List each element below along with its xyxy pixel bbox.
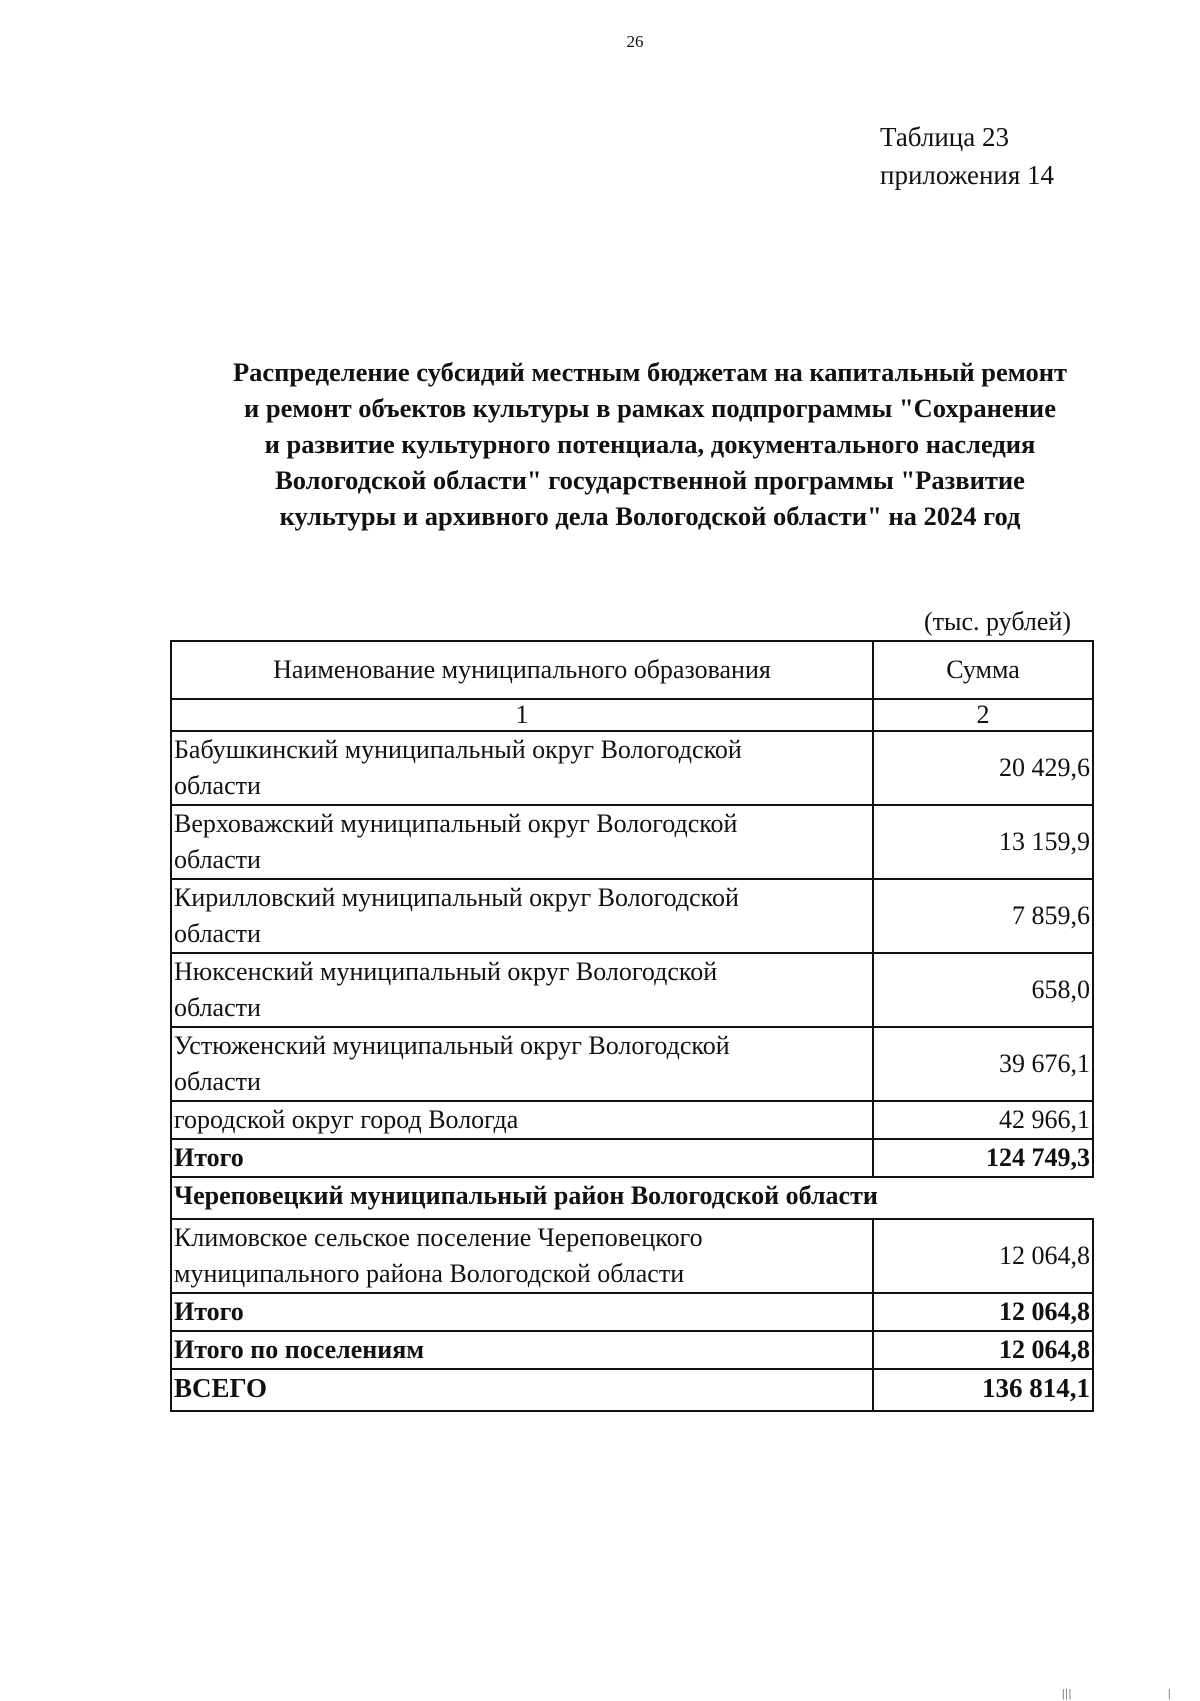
settlements-total-label: Итого по поселениям — [171, 1331, 873, 1369]
municipality-name: городской округ город Вологда — [171, 1101, 873, 1139]
table-row — [171, 1219, 1093, 1293]
table-row — [171, 879, 1093, 953]
settlement-name — [171, 1219, 873, 1293]
title-line-2: и ремонт объектов культуры в рамках подпрограммы "Сохранение — [244, 393, 1056, 423]
table-reference — [880, 118, 1054, 194]
municipality-name — [171, 879, 873, 953]
subtotal-row — [171, 1293, 1093, 1331]
column-number-row — [171, 699, 1093, 731]
column-number-2: 2 — [873, 699, 1093, 731]
amount: 39 676,1 — [873, 1027, 1093, 1101]
table-row — [171, 805, 1093, 879]
title-line-4: Вологодской области" государственной программы "Развитие — [275, 465, 1025, 495]
table-reference-line1: Таблица 23 — [880, 122, 1009, 152]
table-row — [171, 731, 1093, 805]
grand-total-label: ВСЕГО — [171, 1369, 873, 1411]
scan-marks: ||| — [1062, 1686, 1073, 1700]
settlements-total-value: 12 064,8 — [873, 1331, 1093, 1369]
amount: 13 159,9 — [873, 805, 1093, 879]
municipality-name-line2: области — [174, 845, 261, 874]
table-row — [171, 953, 1093, 1027]
grand-total-row — [171, 1369, 1093, 1411]
grand-total-value: 136 814,1 — [873, 1369, 1093, 1411]
settlement-name-line1: Климовское сельское поселение Череповецкого — [174, 1223, 703, 1252]
table-header-row — [171, 641, 1093, 699]
municipality-name-line1: Устюженский муниципальный округ Вологодской — [174, 1031, 730, 1060]
table-row — [171, 1027, 1093, 1101]
column-number-1: 1 — [171, 699, 873, 731]
municipality-name-line1: Кирилловский муниципальный округ Вологодской — [174, 883, 739, 912]
title-line-3: и развитие культурного потенциала, документального наследия — [264, 429, 1036, 459]
amount: 12 064,8 — [873, 1219, 1093, 1293]
municipality-name-line2: области — [174, 993, 261, 1022]
settlements-total-row — [171, 1331, 1093, 1369]
section-header-row — [171, 1177, 1093, 1219]
table-row-vologda — [171, 1101, 1093, 1139]
subtotal-row — [171, 1139, 1093, 1177]
amount: 20 429,6 — [873, 731, 1093, 805]
subtotal-value: 12 064,8 — [873, 1293, 1093, 1331]
municipality-name-line2: области — [174, 1067, 261, 1096]
municipality-name-line1: Нюксенский муниципальный округ Вологодской — [174, 957, 718, 986]
table-reference-line2: приложения 14 — [880, 160, 1055, 190]
header-sum: Сумма — [873, 641, 1093, 699]
municipality-name — [171, 731, 873, 805]
subtotal-value: 124 749,3 — [873, 1139, 1093, 1177]
settlement-name-line2: муниципального района Вологодской области — [174, 1259, 685, 1288]
subsidy-table — [170, 640, 1094, 1412]
amount: 7 859,6 — [873, 879, 1093, 953]
scan-mark-right: | — [1168, 1686, 1171, 1700]
subtotal-label: Итого — [171, 1293, 873, 1331]
title-line-1: Распределение субсидий местным бюджетам на капитальный ремонт — [232, 357, 1068, 387]
municipality-name-line2: области — [174, 771, 261, 800]
municipality-name-line2: области — [174, 919, 261, 948]
title-line-5: культуры и архивного дела Вологодской области" на 2024 год — [279, 501, 1021, 531]
municipality-name-line1: Верховажский муниципальный округ Вологодской — [174, 809, 738, 838]
municipality-name — [171, 1027, 873, 1101]
subtotal-label: Итого — [171, 1139, 873, 1177]
header-name: Наименование муниципального образования — [171, 641, 873, 699]
municipality-name — [171, 805, 873, 879]
municipality-name-line1: Бабушкинский муниципальный округ Вологодской — [174, 735, 742, 764]
amount: 658,0 — [873, 953, 1093, 1027]
section-header: Череповецкий муниципальный район Вологодской области — [171, 1177, 1093, 1219]
amount: 42 966,1 — [873, 1101, 1093, 1139]
municipality-name — [171, 953, 873, 1027]
document-title — [150, 354, 1150, 534]
units-label: (тыс. рублей) — [924, 607, 1072, 636]
page-number: 26 — [626, 32, 644, 51]
